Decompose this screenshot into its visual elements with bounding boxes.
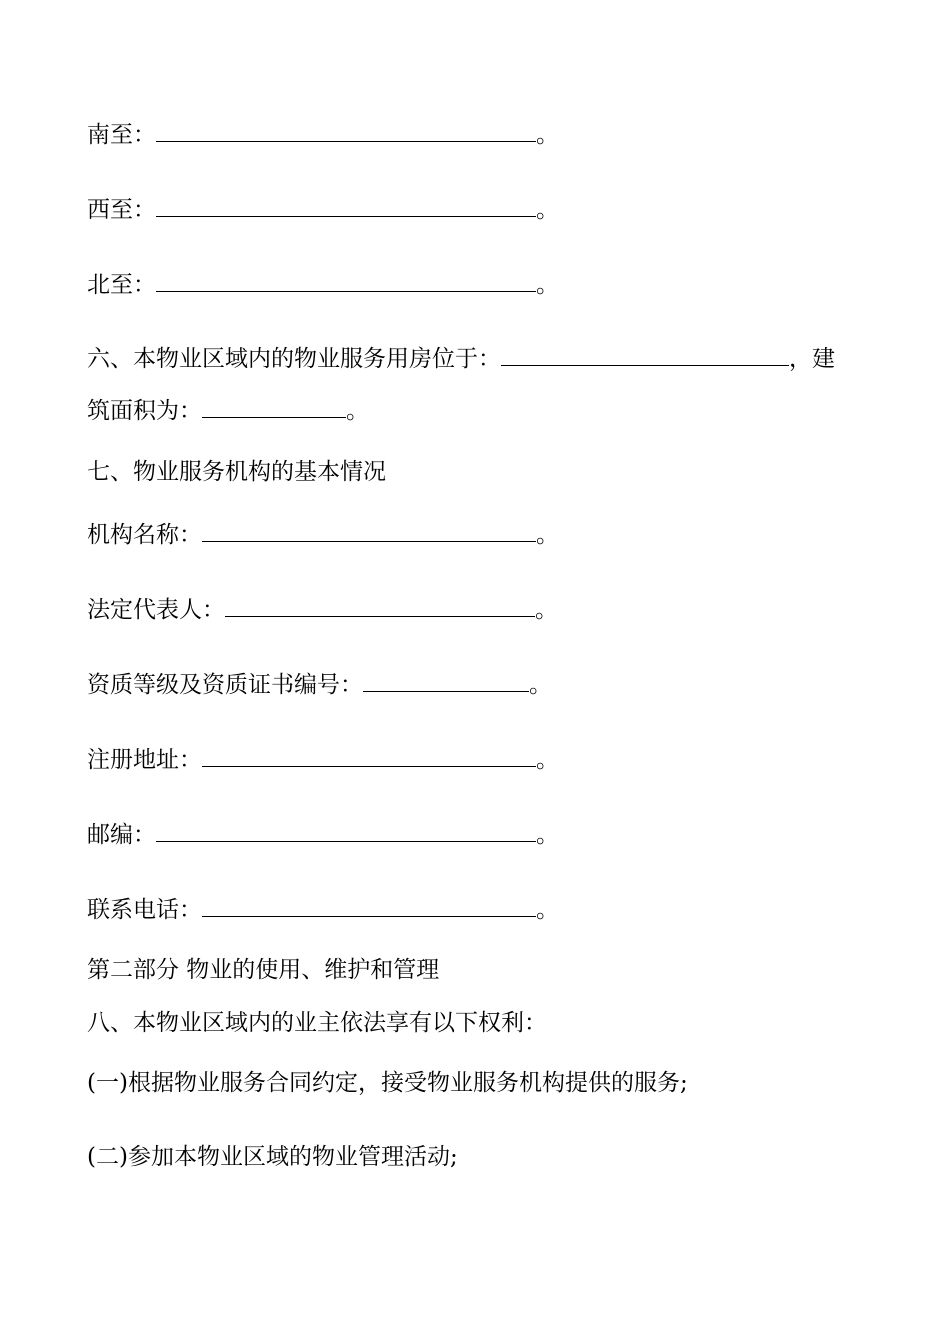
part2-heading: 第二部分 物业的使用、维护和管理 [87,957,440,983]
boundary-north-label: 北至： [87,272,156,298]
boundary-north-line [87,270,559,300]
boundary-west-label: 西至： [87,197,156,223]
boundary-west-line [87,195,559,225]
postcode-line [87,820,559,850]
legal-rep-line [87,595,558,625]
org-name-blank[interactable] [202,521,536,542]
boundary-west-blank[interactable] [156,196,536,217]
section6-line2 [87,396,369,426]
phone-end: 。 [536,897,559,923]
org-name-line [87,520,559,550]
qualification-end: 。 [529,672,552,698]
postcode-blank[interactable] [156,821,536,842]
address-end: 。 [536,747,559,773]
qualification-line [87,670,552,700]
address-line [87,745,559,775]
phone-label: 联系电话： [87,897,202,923]
rights-item-2: (二)参加本物业区域的物业管理活动; [87,1144,458,1170]
boundary-north-blank[interactable] [156,271,536,292]
boundary-north-end: 。 [536,272,559,298]
floor-area-blank[interactable] [202,397,346,418]
boundary-south-end: 。 [536,122,559,148]
service-room-location-blank[interactable] [501,345,789,366]
qualification-blank[interactable] [363,671,529,692]
org-name-label: 机构名称： [87,522,202,548]
address-blank[interactable] [202,746,536,767]
rights-item-1: (一)根据物业服务合同约定，接受物业服务机构提供的服务; [87,1070,688,1096]
phone-blank[interactable] [202,896,536,917]
legal-rep-blank[interactable] [225,596,535,617]
section8-heading: 八、本物业区域内的业主依法享有以下权利： [87,1010,547,1036]
postcode-label: 邮编： [87,822,156,848]
floor-area-label: 筑面积为： [87,398,202,424]
org-name-end: 。 [536,522,559,548]
boundary-west-end: 。 [536,197,559,223]
section6-line1 [87,344,835,374]
floor-area-end: 。 [346,398,369,424]
legal-rep-label: 法定代表人： [87,597,225,623]
section6-text: 六、本物业区域内的物业服务用房位于： [87,346,501,372]
qualification-label: 资质等级及资质证书编号： [87,672,363,698]
section7-heading: 七、物业服务机构的基本情况 [87,459,386,485]
postcode-end: 。 [536,822,559,848]
section6-text-b: ，建 [789,346,835,372]
boundary-south-label: 南至： [87,122,156,148]
address-label: 注册地址： [87,747,202,773]
boundary-south-line [87,120,559,150]
legal-rep-end: 。 [535,597,558,623]
phone-line [87,895,559,925]
boundary-south-blank[interactable] [156,121,536,142]
